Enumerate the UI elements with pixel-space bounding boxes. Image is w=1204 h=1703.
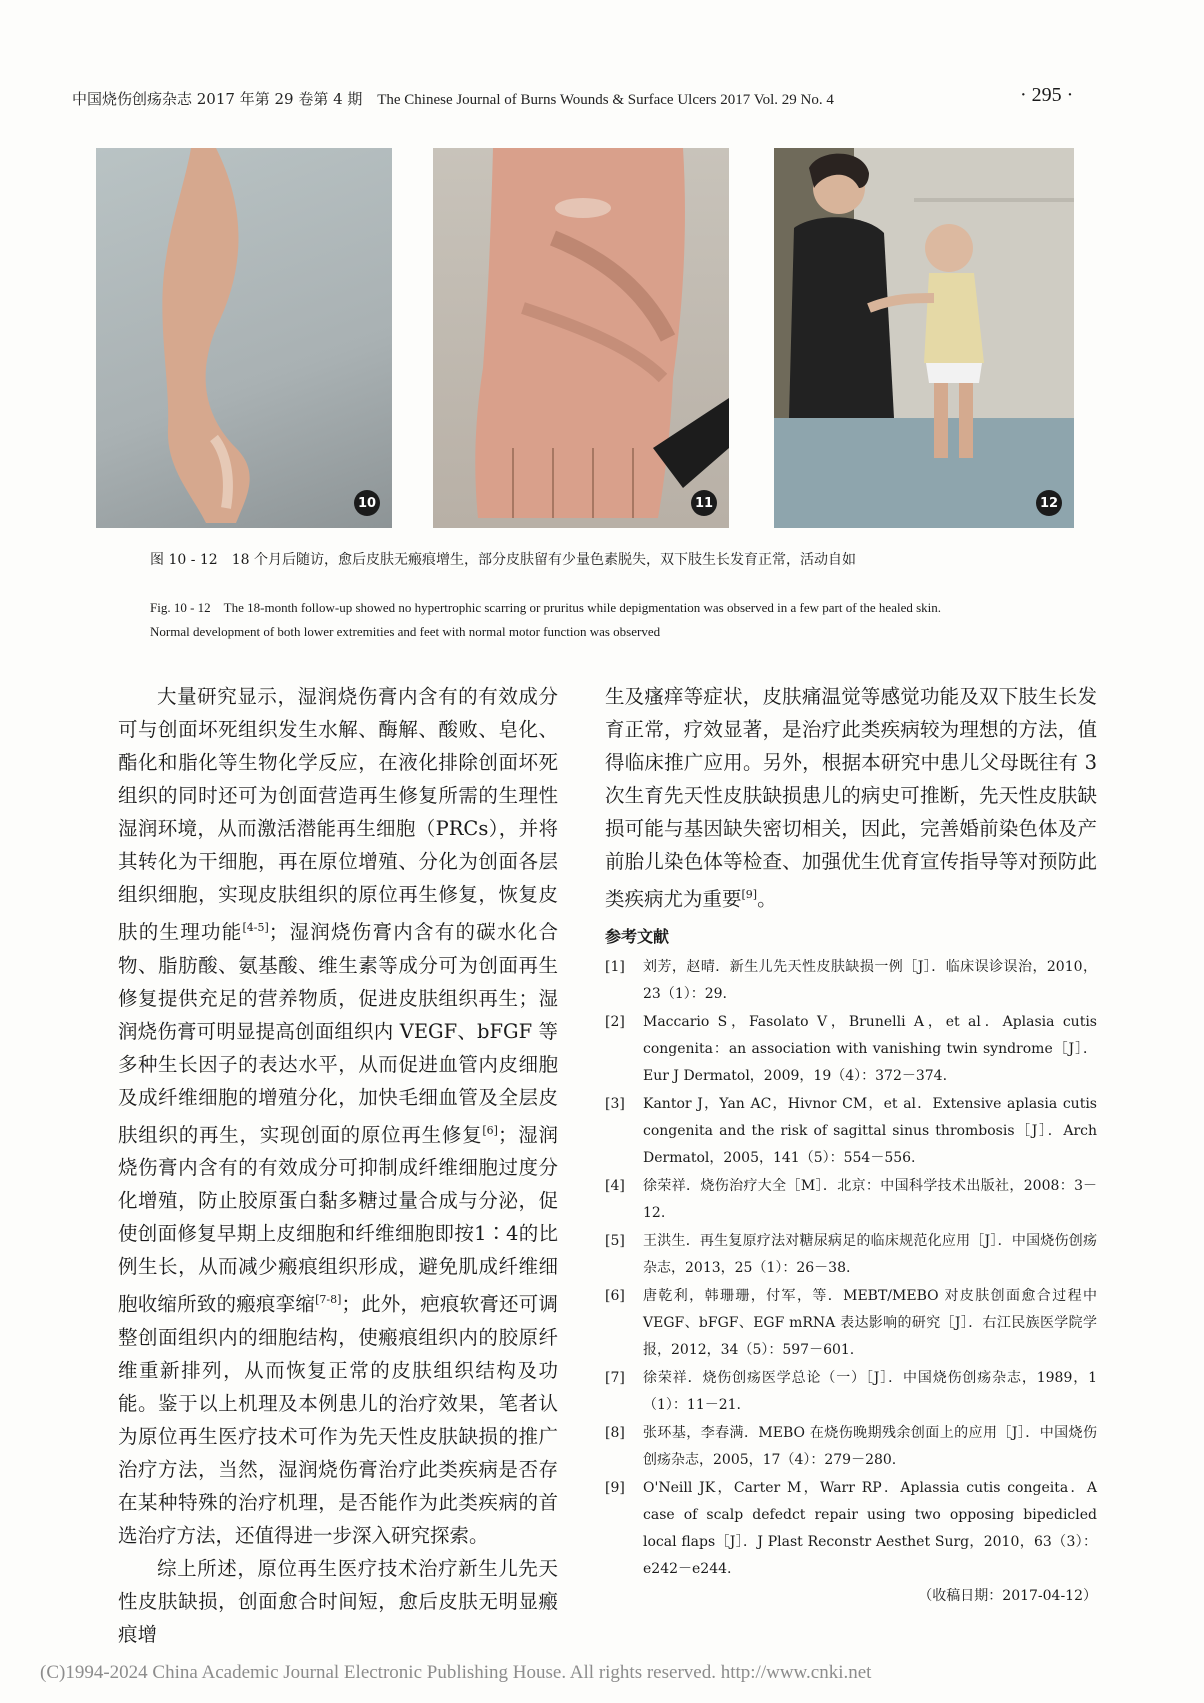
figure-12-photo (774, 148, 1074, 528)
figure-caption-zh: 图 10 - 12 18 个月后随访，愈后皮肤无瘢痕增生，部分皮肤留有少量色素脱失，双下肢生长发育正常，活动自如 (150, 552, 856, 568)
references-heading: 参考文献 (605, 926, 670, 946)
citation: [9] (741, 888, 758, 901)
running-header (72, 88, 1072, 109)
journal-title-zh: 中国烧伤创疡杂志 2017 年第 29 卷第 4 期 (72, 90, 363, 108)
citation: [7-8] (315, 1293, 342, 1306)
reference-item: [3] Kantor J，Yan AC，Hivnor CM，et al．Extensive aplasia cutis congenita and the risk of sagittal sinus thrombosis［J］．Arch Dermatol，2005，141（5）：554－556. (605, 1095, 1097, 1166)
reference-list (605, 954, 1097, 1583)
figure-11-photo (433, 148, 729, 528)
page-number: · 295 · (1020, 84, 1074, 106)
reference-item: [9] O'Neill JK，Carter M，Warr RP．Aplassia cutis congeita．A case of scalp defedct repair using two opposing bipedicled local flaps［J］．J Plast Reconstr Aesthet Surg，2010，63（3）：e242－e244. (605, 1479, 1097, 1577)
body-paragraph: 大量研究显示，湿润烧伤膏内含有的有效成分可与创面坏死组织发生水解、酶解、酸败、皂化、酯化和脂化等生物化学反应，在液化排除创面坏死组织的同时还可为创面营造再生修复所需的生理性湿润环境，从而激活潜能再生细胞（PRCs），并将其转化为干细胞，再在原位增殖、分化为创面各层组织细胞，实现皮肤组织的原位再生修复，恢复皮肤的生理功能[4-5]；湿润烧伤膏内含有的碳水化合物、脂肪酸、氨基酸、维生素等成分可为创面再生修复提供充足的营养物质，促进皮肤组织再生；湿润烧伤膏可明显提高创面组织内 VEGF、bFGF 等多种生长因子的表达水平，从而促进血管内皮细胞及成纤维细胞的增殖分化，加快毛细血管及全层皮肤组织的再生，实现创面的原位再生修复[6]；湿润烧伤膏内含有的有效成分可抑制成纤维细胞过度分化增殖，防止胶原蛋白黏多糖过量合成与分泌，促使创面修复早期上皮细胞和纤维细胞即按1∶4的比例生长，从而减少瘢痕组织形成，避免肌成纤维细胞收缩所致的瘢痕挛缩[7-8]；此外，疤痕软膏还可调整创面组织内的细胞结构，使瘢痕组织内的胶原纤维重新排列，从而恢复正常的皮肤组织结构及功能。鉴于以上机理及本例患儿的治疗效果，笔者认为原位再生医疗技术可作为先天性皮肤缺损的推广治疗方法，当然，湿润烧伤膏治疗此类疾病是否存在某种特殊的治疗机理，是否能作为此类疾病的首选治疗方法，还值得进一步深入研究探索。 (118, 685, 558, 1547)
reference-item: [5] 王洪生．再生复原疗法对糖尿病足的临床规范化应用［J］．中国烧伤创疡杂志，2013，25（1）：26－38. (605, 1232, 1097, 1276)
reference-item: [2] Maccario S，Fasolato V，Brunelli A，et al．Aplasia cutis congenita：an association with vanishing twin syndrome［J］．Eur J Dermatol，2009，19（4）：372－374. (605, 1013, 1097, 1084)
reference-item: [4] 徐荣祥．烧伤治疗大全［M］．北京：中国科学技术出版社，2008：3－12. (605, 1177, 1097, 1221)
body-paragraph: 综上所述，原位再生医疗技术治疗新生儿先天性皮肤缺损，创面愈合时间短，愈后皮肤无明显瘢痕增 (118, 1556, 558, 1646)
journal-title-en: The Chinese Journal of Burns Wounds & Surface Ulcers 2017 Vol. 29 No. 4 (377, 92, 834, 108)
reference-item: [6] 唐乾利，韩珊珊，付军，等．MEBT/MEBO 对皮肤创面愈合过程中 VEGF、bFGF、EGF mRNA 表达影响的研究［J］．右江民族医学院学报，2012，34（5）：597－601. (605, 1287, 1097, 1358)
figure-10-photo (96, 148, 392, 528)
leg-illustration (96, 148, 392, 528)
figure-number-badge: 12 (1036, 490, 1062, 516)
figure-number-badge: 11 (691, 490, 717, 516)
copyright-footer: (C)1994-2024 China Academic Journal Electronic Publishing House. All rights reserved. http://www.cnki.net (40, 1662, 872, 1683)
figure-caption-en: Fig. 10 - 12 The 18-month follow-up showed no hypertrophic scarring or pruritus while depigmentation was observed in a few part of the healed skin. Normal development of both lower extremities and feet with normal motor function was observed (150, 600, 942, 639)
body-paragraph: 生及瘙痒等症状，皮肤痛温觉等感觉功能及双下肢生长发育正常，疗效显著，是治疗此类疾病较为理想的方法，值得临床推广应用。另外，根据本研究中患儿父母既往有 3 次生育先天性皮肤缺损患儿的病史可推断，先天性皮肤缺损可能与基因缺失密切相关，因此，完善婚前染色体及产前胎儿染色体等检查、加强优生优育宣传指导等对预防此类疾病尤为重要[9]。 (605, 685, 1097, 911)
foot-illustration (433, 148, 729, 528)
citation: [6] (482, 1123, 498, 1137)
reference-item: [7] 徐荣祥．烧伤创疡医学总论（一）［J］．中国烧伤创疡杂志，1989，1（1）：11－21. (605, 1369, 1097, 1413)
reference-item: [8] 张环基，李春满．MEBO 在烧伤晚期残余创面上的应用［J］．中国烧伤创疡杂志，2005，17（4）：279－280. (605, 1424, 1097, 1468)
patient-photo-illustration (774, 148, 1074, 528)
citation: [4-5] (242, 921, 269, 934)
reference-item: [1] 刘芳，赵晴．新生儿先天性皮肤缺损一例［J］．临床误诊误治，2010，23（1）：29. (605, 958, 1097, 1002)
body-column-left (118, 680, 558, 1651)
body-column-right (605, 680, 1097, 1609)
figure-number-badge: 10 (354, 490, 380, 516)
received-date: （收稿日期：2017-04-12） (918, 1587, 1097, 1604)
